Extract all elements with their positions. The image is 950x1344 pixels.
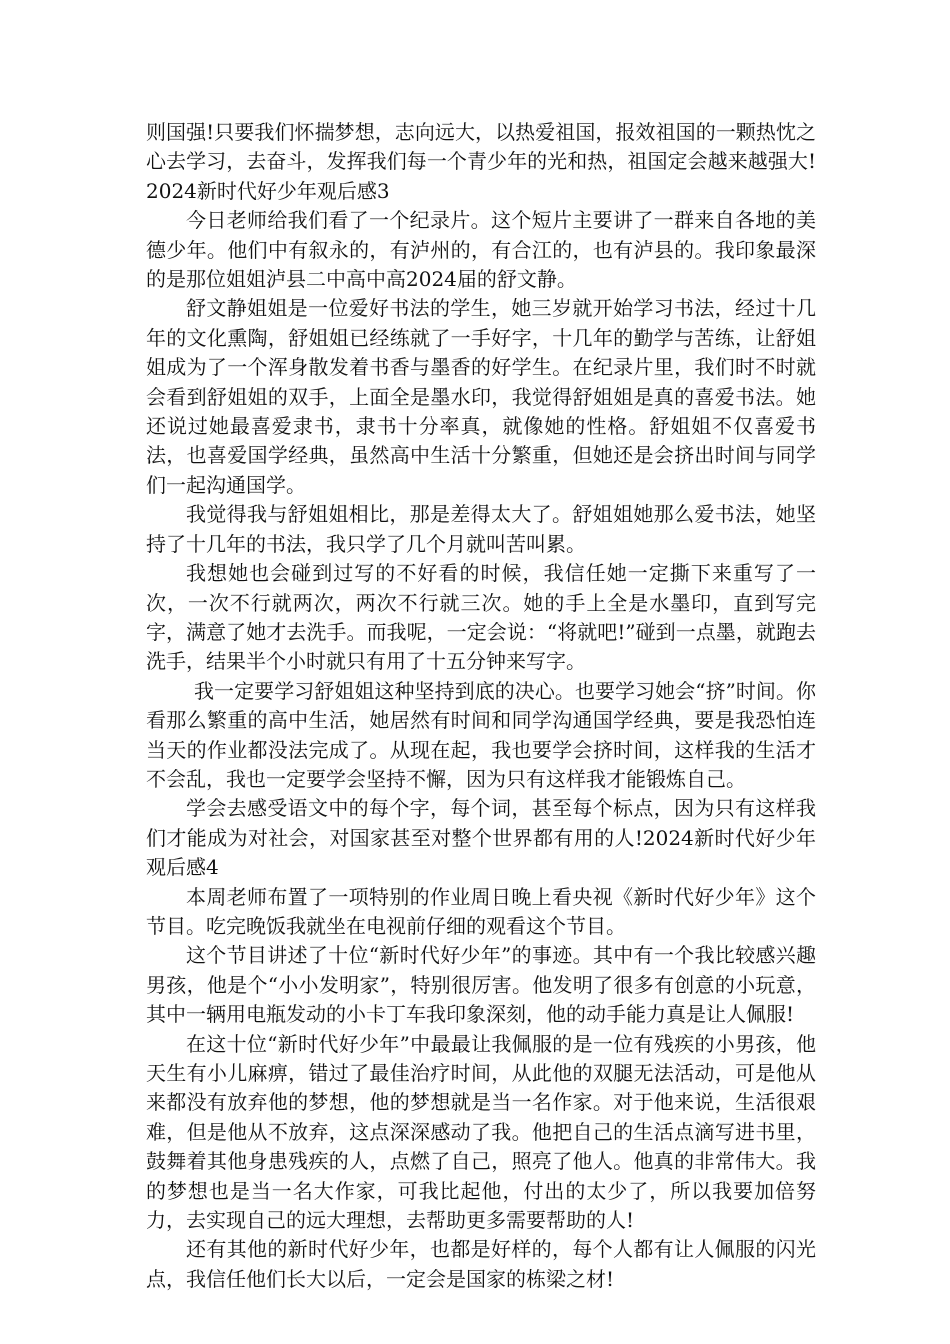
paragraph-8: 本周老师布置了一项特别的作业周日晚上看央视《新时代好少年》这个节目。吃完晚饭我就坐在电视前仔细的观看这个节目。 [146,884,816,938]
paragraph-7: 学会去感受语文中的每个字，每个词，甚至每个标点，因为只有这样我们才能成为对社会，对国家甚至对整个世界都有用的人!2024新时代好少年观后感4 [146,796,816,880]
paragraph-1: 则国强!只要我们怀揣梦想，志向远大，以热爱祖国，报效祖国的一颗热忱之心去学习，去奋斗，发挥我们每一个青少年的光和热，祖国定会越来越强大!2024新时代好少年观后感3 [146,120,816,203]
paragraph-6: 我一定要学习舒姐姐这种坚持到底的决心。也要学习她会“挤”时间。你看那么繁重的高中生活，她居然有时间和同学沟通国学经典，要是我恐怕连当天的作业都没法完成了。从现在起，我也要学会挤时间，这样我的生活才不会乱，我也一定要学会坚持不懈，因为只有这样我才能锻炼自己。 [146,678,816,791]
paragraph-9: 这个节目讲述了十位“新时代好少年”的事迹。其中有一个我比较感兴趣男孩，他是个“小小发明家”，特别很厉害。他发明了很多有创意的小玩意，其中一辆用电瓶发动的小卡丁车我印象深刻，他的动手能力真是让人佩服! [146,943,816,1027]
paragraph-4: 我觉得我与舒姐姐相比，那是差得太大了。舒姐姐她那么爱书法，她坚持了十几年的书法，我只学了几个月就叫苦叫累。 [146,502,816,556]
paragraph-2: 今日老师给我们看了一个纪录片。这个短片主要讲了一群来自各地的美德少年。他们中有叙永的，有泸州的，有合江的，也有泸县的。我印象最深的是那位姐姐泸县二中高中高2024届的舒文静。 [146,208,816,292]
paragraph-11: 还有其他的新时代好少年，也都是好样的，每个人都有让人佩服的闪光点，我信任他们长大以后，一定会是国家的栋梁之材! [146,1237,816,1291]
paragraph-10: 在这十位“新时代好少年”中最最让我佩服的是一位有残疾的小男孩，他天生有小儿麻痹，错过了最佳治疗时间，从此他的双腿无法活动，可是他从来都没有放弃他的梦想，他的梦想就是当一名作家。对于他来说，生活很艰难，但是他从不放弃，这点深深感动了我。他把自己的生活点滴写进书里，鼓舞着其他身患残疾的人，点燃了自己，照亮了他人。他真的非常伟大。我的梦想也是当一名大作家，可我比起他，付出的太少了，所以我要加倍努力，去实现自己的远大理想，去帮助更多需要帮助的人! [146,1031,816,1233]
document-page [146,118,816,1294]
paragraph-3: 舒文静姐姐是一位爱好书法的学生，她三岁就开始学习书法，经过十几年的文化熏陶，舒姐姐已经练就了一手好字，十几年的勤学与苦练，让舒姐姐成为了一个浑身散发着书香与墨香的好学生。在纪录片里，我们时不时就会看到舒姐姐的双手，上面全是墨水印，我觉得舒姐姐是真的喜爱书法。她还说过她最喜爱隶书，隶书十分率真，就像她的性格。舒姐姐不仅喜爱书法，也喜爱国学经典，虽然高中生活十分繁重，但她还是会挤出时间与同学们一起沟通国学。 [146,296,816,497]
paragraph-5: 我想她也会碰到过写的不好看的时候，我信任她一定撕下来重写了一次，一次不行就两次，两次不行就三次。她的手上全是水墨印，直到写完字，满意了她才去洗手。而我呢，一定会说：“将就吧!”碰到一点墨，就跑去洗手，结果半个小时就只有用了十五分钟来写字。 [146,561,816,674]
